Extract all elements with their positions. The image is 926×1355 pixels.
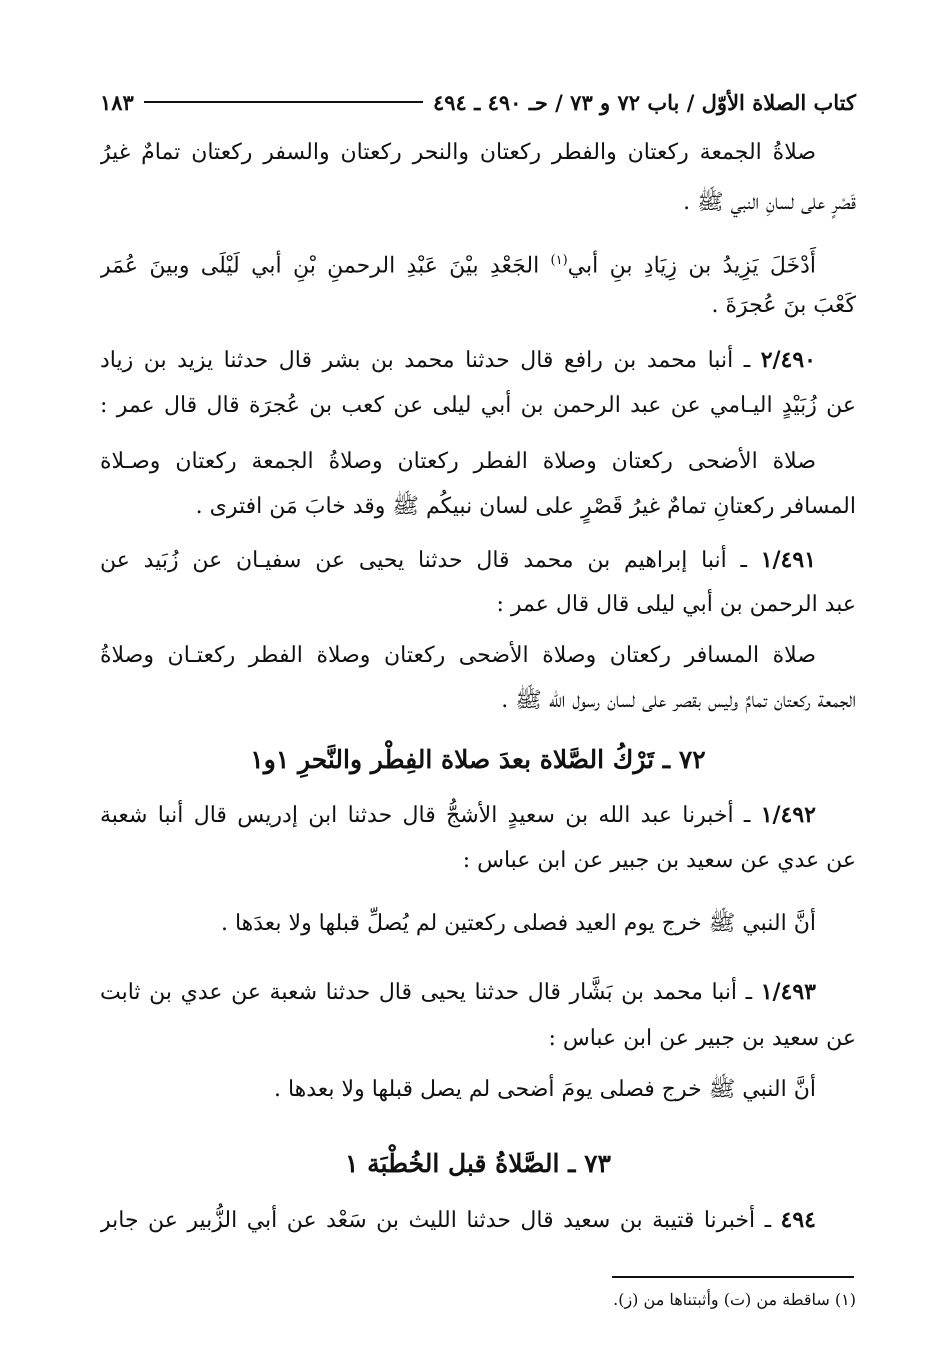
chapter-heading: ٧٢ ـ تَرْكُ الصَّلاة بعدَ صلاة الفِطْر والنَّحرِ ١و١: [250, 745, 706, 774]
text-line: أَدْخَلَ يَزِيدُ بن زِيَادِ بنِ أبي$^{(١)}$ الجَعْدِ بيْنَ عَبْدِ الرحمنِ بْنِ أبي لَيْلَى وبينَ عُمَر: [100, 253, 816, 279]
text-line: عن زُبَيْدٍ اليـامي عن عبد الرحمن بن أبي ليلى عن كعب بن عُجرَة قال قال عمر :: [100, 393, 856, 418]
hadith-line: ٤٩٤ ـ أخبرنا قتيبة بن سعيد قال حدثنا الليث بن سَعْد عن أبي الزُّبير عن جابر: [100, 1207, 816, 1233]
header-title: كتاب الصلاة الأوّل / باب ٧٢ و ٧٣ / حـ ٤٩٠ ـ ٤٩٤: [432, 89, 856, 115]
text-line: الجمعة ركعتان تمامٌ وليس بقصر على لسان رسول الله ﷺ .: [501, 688, 856, 713]
hadith-number: ١/٤٩٣: [760, 979, 816, 1005]
text-line: المسافر ركعتانِ تمامٌ غيرُ قَصْرٍ على لسان نبيكُم ﷺ وقد خابَ مَن افترى .: [195, 494, 856, 519]
running-header: [100, 84, 856, 120]
text-line: عن عدي عن سعيد بن جبير عن ابن عباس :: [462, 848, 856, 873]
chapter-heading: ٧٣ ـ الصَّلاةُ قبل الخُطْبَة ١: [345, 1149, 611, 1178]
text-line: عبد الرحمن بن أبي ليلى قال قال عمر :: [496, 592, 856, 617]
hadith-line: ١/٤٩٢ ـ أخبرنا عبد الله بن سعيدٍ الأشجُّ قال حدثنا ابن إدريس قال أنبا شعبة: [100, 802, 816, 828]
hadith-number: ٢/٤٩٠: [760, 347, 816, 373]
hadith-line: ١/٤٩١ ـ أنبا إبراهيم بن محمد قال حدثنا يحيى عن سفيـان عن زُبَيد عن: [100, 547, 816, 573]
header-rule: [144, 101, 423, 103]
text-line: عن سعيد بن جبير عن ابن عباس :: [548, 1026, 856, 1051]
text-line: كَعْبَ بنَ عُجرَةَ .: [711, 293, 856, 318]
hadith-line: ١/٤٩٣ ـ أنبا محمد بن بَشَّار قال حدثنا يحيى قال حدثنا شعبة عن عدي بن ثابت: [100, 979, 816, 1005]
hadith-number: ١/٤٩٢: [760, 802, 816, 828]
text-line: صلاة الأضحى ركعتان وصلاة الفطر ركعتان وصلاةُ الجمعة ركعتان وصـلاة: [100, 449, 816, 474]
text-line: قَصْرٍ على لسانِ النبي ﷺ .: [683, 190, 856, 215]
text-line: أنَّ النبي ﷺ خرج فصلى يومَ أضحى لم يصل قبلها ولا بعدها .: [273, 1077, 816, 1102]
footnote-marker: (١): [550, 253, 568, 268]
text-line: أنَّ النبي ﷺ خرج يوم العيد فصلى ركعتين لم يُصلِّ قبلها ولا بعدَها .: [220, 911, 816, 936]
hadith-line: ٢/٤٩٠ ـ أنبا محمد بن رافع قال حدثنا محمد بن بشر قال حدثنا يزيد بن زياد: [100, 347, 816, 373]
footnote: (١) ساقطة من (ت) وأثبتناها من (ز).: [613, 1290, 856, 1309]
footnote-rule: [612, 1276, 854, 1278]
text-line: صلاة المسافر ركعتان وصلاة الأضحى ركعتان وصلاة الفطر ركعتـان وصلاةُ: [100, 643, 816, 668]
page-number: ١٨٣: [100, 89, 134, 115]
hadith-number: ١/٤٩١: [760, 547, 816, 573]
text-line: صلاةُ الجمعة ركعتان والفطر ركعتان والنحر ركعتان والسفر ركعتان تمامٌ غيرُ: [100, 140, 816, 165]
hadith-number: ٤٩٤: [780, 1207, 816, 1233]
